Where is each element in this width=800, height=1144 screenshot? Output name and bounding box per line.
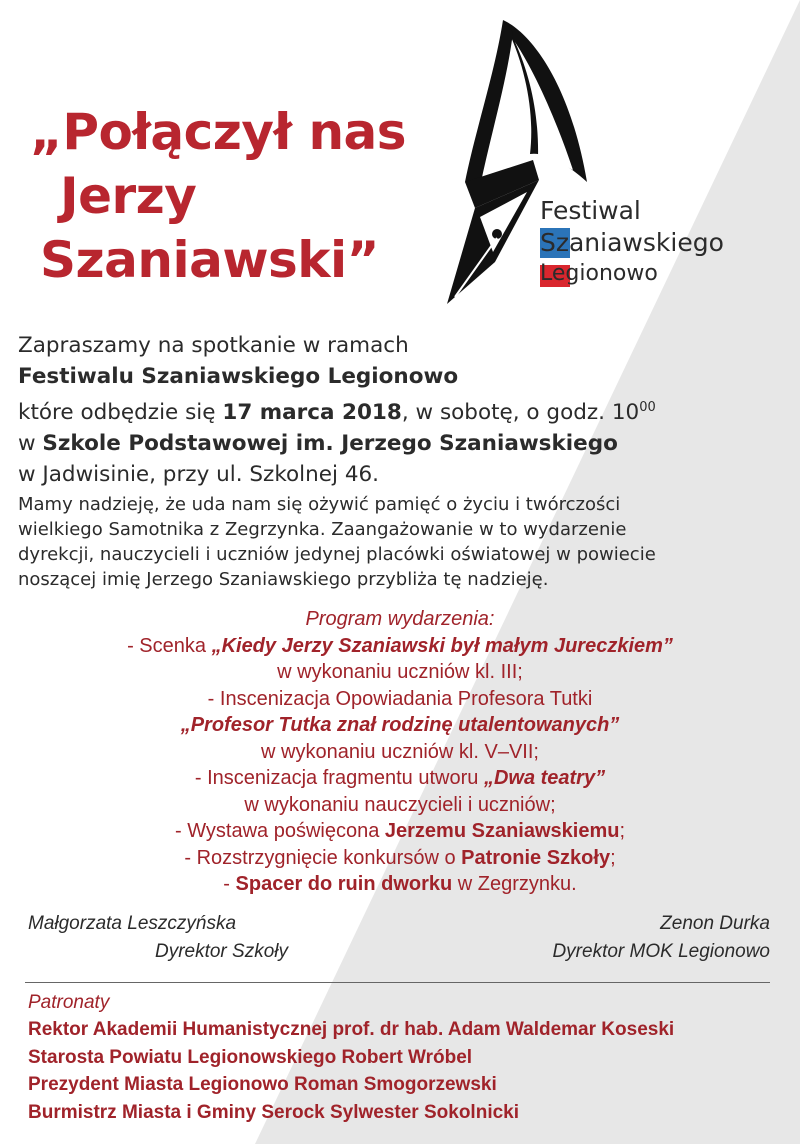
- program-item-2-title: „Profesor Tutka znał rodzinę utalentowanych”: [180, 714, 620, 736]
- program-item-5-suffix: ;: [610, 846, 616, 869]
- program-item-1: [20, 633, 780, 660]
- program-item-1-prefix: - Scenka: [127, 634, 212, 657]
- program-item-3-prefix: - Inscenizacja fragmentu utworu: [194, 767, 484, 789]
- program-item-6-prefix: -: [223, 873, 236, 895]
- patronage-item: Prezydent Miasta Legionowo Roman Smogorzewski: [28, 1074, 497, 1095]
- festival-logo: [540, 195, 790, 289]
- poster-title: [30, 100, 450, 292]
- intro-paragraph: [18, 492, 788, 592]
- program-item-4-bold: Jerzemu Szaniawskiemu: [384, 820, 620, 842]
- program-item-3-title: „Dwa teatry”: [483, 767, 606, 789]
- patronage-item: Rektor Akademii Humanistycznej prof. dr hab. Adam Waldemar Koseski: [28, 1019, 675, 1040]
- program-item-4: [20, 818, 780, 845]
- program-item-6-bold: Spacer do ruin dworku: [235, 873, 453, 895]
- patronage-heading: Patronaty: [28, 992, 110, 1013]
- signature-right-name: Zenon Durka: [660, 913, 770, 934]
- title-line-1: „Połączył nas: [30, 103, 407, 161]
- intro-line-3: [18, 392, 788, 428]
- logo-line-festiwal: Festiwal: [540, 196, 641, 225]
- program-heading: Program wydarzenia:: [305, 608, 495, 630]
- logo-line-legionowo: Legionowo: [540, 261, 658, 286]
- logo-line-szaniawskiego: Szaniawskiego: [540, 228, 724, 257]
- paragraph-line: Mamy nadzieję, że uda nam się ożywić pamięć o życiu i twórczości: [18, 494, 621, 516]
- program-item-6-suffix: w Zegrzynku.: [452, 873, 577, 895]
- title-line-3: Szaniawski”: [40, 231, 380, 289]
- patronage-item: Burmistrz Miasta i Gminy Serock Sylwester Sokolnicki: [28, 1101, 520, 1123]
- signature-left-name: Małgorzata Leszczyńska: [28, 913, 237, 934]
- program-item-1-sub: w wykonaniu uczniów kl. III;: [277, 661, 523, 683]
- paragraph-line: wielkiego Samotnika z Zegrzynka. Zaangażowanie w to wydarzenie: [18, 519, 627, 541]
- program-item-3: [20, 765, 780, 792]
- signature-left-role: Dyrektor Szkoły: [154, 941, 288, 962]
- signature-left: [28, 910, 288, 966]
- patronage-item: Starosta Powiatu Legionowskiego Robert Wróbel: [28, 1046, 473, 1068]
- program-item-2: - Inscenizacja Opowiadania Profesora Tutki: [207, 687, 593, 710]
- program-item-6: [20, 871, 780, 898]
- program-item-1-title: „Kiedy Jerzy Szaniawski był małym Jureczkiem”: [211, 634, 673, 657]
- paragraph-line: noszącej imię Jerzego Szaniawskiego przybliża tę nadzieję.: [18, 569, 549, 591]
- program-item-5: [20, 845, 780, 872]
- event-date: 17 marca 2018: [222, 400, 402, 426]
- invitation-text: [18, 330, 788, 592]
- intro-line-4: [18, 428, 788, 459]
- signature-right: [480, 910, 770, 966]
- program-item-5-bold: Patronie Szkoły: [461, 846, 611, 869]
- intro-line-1: Zapraszamy na spotkanie w ramach: [18, 333, 409, 358]
- event-time-minutes: 00: [639, 400, 656, 415]
- intro-line-2: [18, 361, 788, 392]
- event-program: [20, 606, 780, 898]
- program-item-4-prefix: - Wystawa poświęcona: [174, 820, 385, 842]
- intro-line-3-a: które odbędzie się: [18, 400, 223, 426]
- paragraph-line: dyrekcji, nauczycieli i uczniów jedynej placówki oświatowej w powiecie: [18, 544, 656, 566]
- intro-line-5: w Jadwisinie, przy ul. Szkolnej 46.: [18, 462, 380, 488]
- school-name: Szkole Podstawowej im. Jerzego Szaniawskiego: [42, 431, 618, 457]
- program-item-2-sub: w wykonaniu uczniów kl. V–VII;: [261, 740, 539, 763]
- festival-name: Festiwalu Szaniawskiego Legionowo: [18, 364, 459, 389]
- patronage-section: [28, 990, 798, 1126]
- program-item-4-suffix: ;: [619, 820, 626, 842]
- program-item-5-prefix: - Rozstrzygnięcie konkursów o: [184, 846, 462, 869]
- intro-line-3-b: , w sobotę, o godz. 10: [401, 400, 640, 426]
- intro-line-4-a: w: [18, 431, 43, 457]
- title-line-2: Jerzy: [60, 167, 197, 225]
- signature-right-role: Dyrektor MOK Legionowo: [552, 941, 770, 962]
- program-item-3-sub: w wykonaniu nauczycieli i uczniów;: [244, 793, 556, 816]
- divider: [25, 982, 770, 983]
